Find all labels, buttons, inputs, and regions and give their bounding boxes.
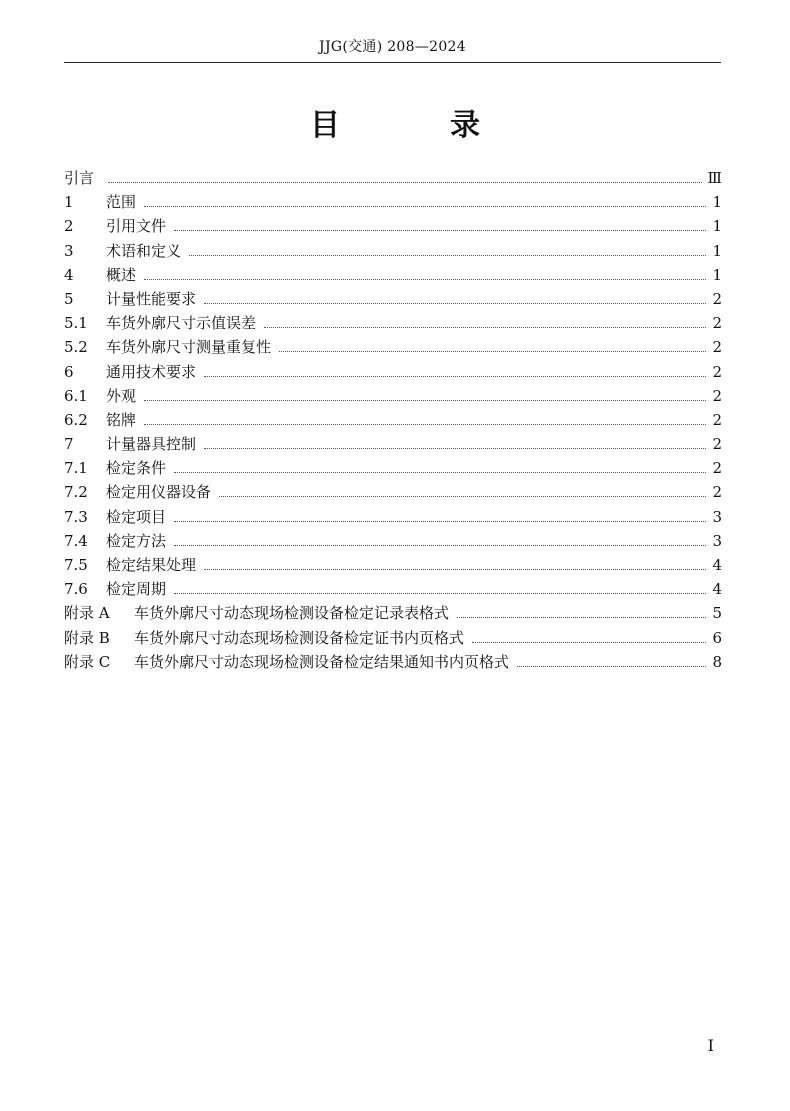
toc-entry-label: 车货外廓尺寸动态现场检测设备检定结果通知书内页格式 xyxy=(134,652,510,671)
toc-entry-page: 3 xyxy=(712,531,722,550)
toc-entry-page: 8 xyxy=(712,652,722,671)
toc-entry-label: 检定条件 xyxy=(106,459,167,478)
toc-leader-dots xyxy=(457,617,706,618)
toc-entry[interactable] xyxy=(64,626,722,650)
toc-entry-number: 附录 A xyxy=(64,604,110,623)
toc-entry-number: 5 xyxy=(64,289,74,308)
toc-entry-label: 引用文件 xyxy=(106,217,167,236)
toc-leader-dots xyxy=(204,448,706,449)
toc-entry-page: 2 xyxy=(712,459,722,478)
toc-leader-dots xyxy=(174,593,706,594)
toc-leader-dots xyxy=(174,545,706,546)
toc-entry-page: 1 xyxy=(712,265,722,284)
toc-entry[interactable] xyxy=(64,529,722,553)
toc-entry-label: 检定用仪器设备 xyxy=(106,483,212,502)
toc-entry[interactable] xyxy=(64,553,722,577)
toc-entry-page: 2 xyxy=(712,289,722,308)
toc-entry-page: 1 xyxy=(712,241,722,260)
toc-entry[interactable] xyxy=(64,408,722,432)
toc-leader-dots xyxy=(174,230,706,231)
toc-entry-number: 7.3 xyxy=(64,507,88,526)
toc-leader-dots xyxy=(264,327,706,328)
toc-entry-number: 7.6 xyxy=(64,580,88,599)
toc-entry[interactable] xyxy=(64,456,722,480)
toc-entry-number: 5.2 xyxy=(64,338,88,357)
header-divider xyxy=(64,62,721,63)
toc-entry[interactable] xyxy=(64,650,722,674)
toc-entry-number: 1 xyxy=(64,193,74,212)
toc-leader-dots xyxy=(204,376,706,377)
toc-entry[interactable] xyxy=(64,311,722,335)
toc-entry-page: 1 xyxy=(712,193,722,212)
document-code-header: JJG(交通) 208—2024 xyxy=(319,39,466,55)
toc-leader-dots xyxy=(144,424,706,425)
toc-entry-page: 1 xyxy=(712,217,722,236)
toc-entry-number: 6.1 xyxy=(64,386,88,405)
toc-entry[interactable] xyxy=(64,335,722,359)
toc-entry[interactable] xyxy=(64,384,722,408)
toc-entry-number: 7 xyxy=(64,435,74,454)
toc-entry-label: 外观 xyxy=(106,386,137,405)
toc-entry-label: 计量器具控制 xyxy=(106,435,197,454)
toc-leader-dots xyxy=(279,351,706,352)
toc-entry-page: 5 xyxy=(712,604,722,623)
toc-entry-page: 2 xyxy=(712,386,722,405)
toc-entry[interactable] xyxy=(64,577,722,601)
toc-entry-number: 7.1 xyxy=(64,459,88,478)
toc-entry-label: 概述 xyxy=(106,265,137,284)
page-number: I xyxy=(707,1036,714,1055)
toc-entry-label: 引言 xyxy=(64,169,95,187)
toc-leader-dots xyxy=(144,400,706,401)
toc-entry-page: 3 xyxy=(712,507,722,526)
toc-entry-label: 铭牌 xyxy=(106,410,137,429)
toc-entry-label: 车货外廓尺寸示值误差 xyxy=(106,314,257,333)
toc-entry-label: 检定结果处理 xyxy=(106,556,197,574)
toc-entry-number: 2 xyxy=(64,217,74,236)
toc-entry-label: 术语和定义 xyxy=(106,241,182,260)
toc-entry-number: 6 xyxy=(64,362,74,381)
toc-entry-page: 2 xyxy=(712,483,722,502)
toc-leader-dots xyxy=(517,666,706,667)
toc-leader-dots xyxy=(472,642,706,643)
toc-entry-page: 6 xyxy=(712,628,722,647)
page-title: 目 录 xyxy=(310,108,520,143)
toc-entry-page: 2 xyxy=(712,338,722,357)
toc-entry-page: 4 xyxy=(712,580,722,599)
toc-leader-dots xyxy=(144,206,706,207)
toc-entry-number: 7.4 xyxy=(64,531,88,550)
toc-entry[interactable] xyxy=(64,190,722,214)
toc-entry-label: 检定项目 xyxy=(106,507,167,526)
toc-leader-dots xyxy=(204,569,706,570)
table-of-contents xyxy=(64,166,722,674)
toc-leader-dots xyxy=(189,255,706,256)
toc-entry-page: Ⅲ xyxy=(707,169,722,187)
toc-entry-number: 7.2 xyxy=(64,483,88,502)
toc-leader-dots xyxy=(174,521,706,522)
toc-entry[interactable] xyxy=(64,263,722,287)
toc-entry-page: 2 xyxy=(712,362,722,381)
toc-entry-label: 车货外廓尺寸测量重复性 xyxy=(106,338,272,357)
toc-entry[interactable] xyxy=(64,505,722,529)
toc-entry-page: 2 xyxy=(712,314,722,333)
toc-entry-number: 6.2 xyxy=(64,410,88,429)
toc-entry-label: 车货外廓尺寸动态现场检测设备检定证书内页格式 xyxy=(134,628,465,647)
toc-entry-number: 4 xyxy=(64,265,74,284)
toc-entry-page: 2 xyxy=(712,410,722,429)
toc-entry[interactable] xyxy=(64,360,722,384)
toc-leader-dots xyxy=(108,182,702,183)
toc-leader-dots xyxy=(174,472,706,473)
toc-entry[interactable] xyxy=(64,239,722,263)
toc-entry-label: 计量性能要求 xyxy=(106,289,197,308)
toc-entry-number: 3 xyxy=(64,241,74,260)
toc-entry-number: 5.1 xyxy=(64,314,88,333)
toc-leader-dots xyxy=(204,303,706,304)
toc-entry-page: 4 xyxy=(712,556,722,574)
toc-entry[interactable] xyxy=(64,480,722,504)
toc-entry-number: 附录 C xyxy=(64,652,111,671)
toc-leader-dots xyxy=(219,496,706,497)
toc-entry[interactable] xyxy=(64,287,722,311)
toc-entry[interactable] xyxy=(64,601,722,625)
toc-entry-label: 检定周期 xyxy=(106,580,167,599)
toc-leader-dots xyxy=(144,279,706,280)
toc-entry[interactable] xyxy=(64,432,722,456)
toc-entry[interactable] xyxy=(64,166,722,190)
toc-entry-page: 2 xyxy=(712,435,722,454)
toc-entry-number: 7.5 xyxy=(64,556,88,574)
toc-entry[interactable] xyxy=(64,214,722,238)
toc-entry-label: 车货外廓尺寸动态现场检测设备检定记录表格式 xyxy=(134,604,450,623)
toc-entry-label: 检定方法 xyxy=(106,531,167,550)
toc-entry-number: 附录 B xyxy=(64,628,110,647)
toc-entry-label: 范围 xyxy=(106,193,137,212)
toc-entry-label: 通用技术要求 xyxy=(106,362,197,381)
